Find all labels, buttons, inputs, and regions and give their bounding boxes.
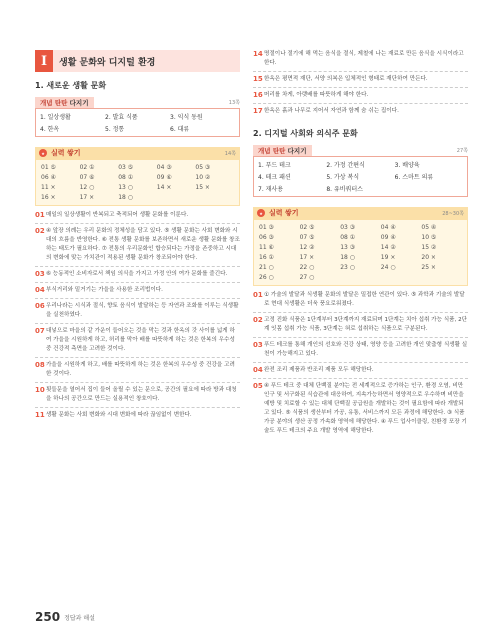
concept2-tag: [253, 145, 312, 156]
practice2-answers: [259, 224, 462, 281]
right-column: [253, 50, 468, 439]
explanation-item: [253, 75, 468, 84]
practice2-head: [253, 207, 468, 219]
answer-item: 03 ⑤: [118, 164, 134, 171]
explanation-text: 명절이나 절기에 해 먹는 음식을 절식, 제철에 나는 재료로 만든 음식을 시식이라고 한다.: [264, 51, 464, 66]
practice1-answers: [41, 164, 234, 201]
explanation-item: [35, 302, 240, 320]
answer-item: 09 ④: [380, 234, 396, 241]
section2-title: 2. 디지털 사회와 의식주 문화: [253, 129, 358, 138]
concept1-tag-prefix: 개념 탄탄: [40, 98, 68, 107]
explanation-text: 툇들문을 열어서 집이 들어 올릴 수 있는 문으로, 공간의 필요에 따라 방과 대청을 하나의 공간으로 만드는 실용적인 창호이다.: [46, 387, 237, 402]
explanation-text: 완전 조리 제품과 반조리 제품 모두 해당한다.: [264, 367, 374, 373]
answer-item: 11 ×: [41, 184, 56, 191]
answer-item: 26 ○: [259, 274, 274, 281]
answer-item: 01 ⑤: [41, 164, 56, 171]
concept1-page: 13쪽: [228, 99, 240, 106]
explanation-number: 15: [253, 75, 263, 83]
explanation-item: [253, 366, 468, 375]
divider: [35, 223, 240, 224]
explanation-number: 10: [35, 386, 45, 394]
concept-item: 5. 정통: [105, 126, 125, 133]
concept2-grid: [258, 160, 463, 193]
answer-item: 08 ①: [118, 174, 134, 181]
answer-item: 01 ③: [259, 224, 274, 231]
explanation-text: 대넣으로 마을의 같 가운이 들어오는 것을 막는 것과 한옥의 갓 사이를 넓게 하여 가을을 시원하게 하고, 허리를 막아 배를 따뜻하게 하는 것은 한복의 우수성 중 건강적 측면을 고려한 것이다.: [46, 328, 235, 352]
explanation-item: [35, 270, 240, 279]
answer-item: 07 ⑥: [79, 174, 95, 181]
answer-item: 14 ②: [380, 244, 396, 251]
answer-item: 16 ×: [41, 194, 56, 201]
answer-item: [157, 194, 196, 201]
explanation-text: 머리를 차게, 아랫배를 따뜻하게 해야 한다.: [264, 92, 369, 98]
answer-item: [340, 274, 381, 281]
explanation-item: [253, 291, 468, 309]
concept-item: 6. 스마트 의류: [394, 174, 434, 181]
concept1-box: [35, 108, 240, 137]
answer-item: 15 ×: [195, 184, 210, 191]
concept-item: 1. 푸드 테크: [258, 162, 291, 169]
divider: [35, 266, 240, 267]
answer-item: 19 ×: [380, 254, 396, 261]
answer-item: 06 ③: [259, 234, 274, 241]
explanation-text: 푸드 테크를 통해 개인의 선호와 건강 상태, 영양 등을 고려한 개인 맞춤형 식생활 실천이 가능해지고 있다.: [264, 342, 468, 357]
answer-item: 17 ×: [79, 194, 95, 201]
explanation-number: 04: [35, 286, 45, 294]
explanation-number: 02: [253, 316, 263, 324]
explanation-number: 11: [35, 411, 45, 419]
answer-item: 14 ×: [156, 184, 172, 191]
explanation-item: [35, 411, 240, 420]
explanation-item: [35, 211, 240, 220]
practice1-page: 14쪽: [224, 150, 236, 157]
explanation-number: 01: [35, 211, 45, 219]
explanation-text: 매일의 일상생활이 반복되고 축적되어 생활 문화를 이룬다.: [46, 212, 189, 218]
divider: [253, 71, 468, 72]
practice1-head: [35, 147, 240, 159]
answer-item: 08 ①: [340, 234, 356, 241]
answer-item: 24 ○: [380, 264, 396, 271]
answer-item: 10 ⑤: [421, 234, 437, 241]
concept1-tag-main: 다지기: [69, 98, 89, 107]
explanation-number: 17: [253, 107, 263, 115]
left-column: [35, 50, 240, 423]
answer-item: 11 ⑥: [259, 244, 274, 251]
divider: [35, 382, 240, 383]
explanation-item: [35, 361, 240, 379]
answer-item: 22 ○: [299, 264, 315, 271]
explanation-number: 03: [253, 341, 263, 349]
concept2-tag-prefix: 개념 탄탄: [258, 146, 286, 155]
divider: [35, 282, 240, 283]
answer-item: [381, 274, 422, 281]
divider: [253, 103, 468, 104]
explanation-item: [35, 286, 240, 295]
concept2-label: [253, 144, 468, 156]
answer-item: 04 ③: [156, 164, 172, 171]
answer-item: 04 ④: [380, 224, 396, 231]
concept1-label: [35, 96, 240, 108]
answer-item: [195, 194, 234, 201]
explanation-number: 05: [253, 382, 263, 390]
answer-item: 21 ○: [259, 264, 274, 271]
concept-item: 4. 한옥: [40, 126, 60, 133]
explanation-number: 07: [35, 327, 45, 335]
explanation-number: 16: [253, 91, 263, 99]
explanation-item: [253, 107, 468, 116]
concept1-grid: [40, 112, 235, 133]
right-explanations: [253, 291, 468, 436]
concept-item: 7. 재사용: [258, 186, 284, 193]
explanation-text: 한옥은 평면적 재단, 서양 의복은 입체적인 형태로 재단하여 만든다.: [264, 76, 428, 82]
answer-item: 12 ○: [79, 184, 95, 191]
chapter-title: 생활 문화와 디지털 환경: [59, 57, 156, 68]
explanation-text: 가을을 시원하게 하고, 배를 따뜻하게 하는 것은 한복의 우수성 중 건강을 고려한 것이다.: [46, 362, 235, 377]
answer-item: 13 ○: [118, 184, 133, 191]
concept-item: 6. 대류: [170, 126, 190, 133]
explanation-number: 01: [253, 291, 263, 299]
explanation-item: [253, 91, 468, 100]
answer-item: 05 ④: [421, 224, 437, 231]
divider: [253, 87, 468, 88]
answer-item: [421, 274, 462, 281]
divider: [35, 407, 240, 408]
practice1-title: 실력 쌓기: [51, 149, 81, 157]
explanation-text: 생활 문화는 사회 변화와 시대 변화에 따라 끊임없이 변한다.: [46, 412, 192, 418]
explanation-text: ④ 앞장 의례는 우리 문화의 정체성을 담고 있다. ⑤ 생활 문화는 사회 변화와 시대의 흐름을 반영한다. ⑥ 전통 생활 문화를 보존하면서 새로운 생활 문화를 창조하는 태도가 필요하다. ⑦ 전통의 우리문화인 합승되다는 가정을 존중하고 시대의 변화에 맞는 가치관이 적용된 생활 문화가 창조되어야 한다.: [46, 228, 240, 261]
answer-item: 05 ③: [195, 164, 211, 171]
divider: [253, 312, 468, 313]
concept-item: 5. 가상 복식: [326, 174, 360, 181]
answer-item: 25 ×: [421, 264, 436, 271]
concept-item: 1. 일상생활: [40, 114, 71, 121]
divider: [35, 298, 240, 299]
page-footer: [35, 610, 95, 624]
explanation-number: 14: [253, 50, 263, 58]
divider: [35, 323, 240, 324]
concept-item: 8. 유비쿼터스: [326, 186, 363, 193]
answer-item: 10 ②: [195, 174, 211, 181]
explanation-text: 우리나라는 시식과 절식, 향토 음식이 발달하는 등 자연과 조화를 이루는 식생활을 실천하였다.: [46, 303, 239, 318]
explanation-item: [35, 327, 240, 354]
practice2-title: 실력 쌓기: [269, 209, 299, 217]
explanation-text: 한옥은 흙과 나무로 지어서 자연과 함께 숨 쉬는 집이다.: [264, 108, 399, 114]
answer-item: 07 ⑤: [299, 234, 315, 241]
explanation-number: 02: [35, 227, 45, 235]
answer-item: 03 ③: [340, 224, 356, 231]
concept-item: 3. 익식 동원: [170, 114, 203, 121]
concept-item: 4. 테크 패션: [258, 174, 291, 181]
practice2-box: [253, 219, 468, 286]
explanation-number: 08: [35, 361, 45, 369]
answer-item: 02 ⑤: [299, 224, 315, 231]
answer-item: 17 ×: [299, 254, 315, 261]
concept-item: 2. 발효 식품: [105, 114, 138, 121]
divider: [35, 357, 240, 358]
footer-label: 정답과 해설: [64, 614, 95, 622]
answer-item: 02 ①: [79, 164, 95, 171]
concept-item: [395, 184, 463, 193]
answer-item: 18 ○: [118, 194, 133, 201]
divider: [253, 337, 468, 338]
section1-title: 1. 새로운 생활 문화: [35, 81, 107, 90]
explanation-number: 06: [35, 302, 45, 310]
concept2-page: 27쪽: [456, 147, 468, 154]
explanation-item: [253, 316, 468, 334]
answer-item: 13 ③: [340, 244, 356, 251]
explanation-text: ⑥ 능동적인 소비자로서 책임 의식을 가지고 가정 안의 여가 문화를 즐긴다.: [46, 271, 228, 277]
explanation-item: [253, 341, 468, 359]
answer-item: 18 ○: [340, 254, 355, 261]
answer-item: 06 ④: [41, 174, 56, 181]
explanation-item: [35, 386, 240, 404]
page-number: 250: [35, 610, 61, 624]
practice2-page: 28~30쪽: [442, 210, 464, 217]
explanation-number: 04: [253, 366, 263, 374]
answer-item: 16 ①: [259, 254, 274, 261]
answer-item: 12 ②: [299, 244, 315, 251]
concept1-tag: [35, 97, 94, 108]
chapter-header: [35, 50, 240, 72]
explanation-text: ④ 푸드 테크 중 대체 단백질 분야는 전 세계적으로 증가하는 인구, 환경 오염, 비만 인구 및 서구화된 식습관에 대응하여, 지속가능하면서 영양적으로 우수하며 비만을 예방 및 치료할 수 있는 대체 단백질 공급원을 개발하는 것이 필요함에 따라 개발되고 있다. ⑤ 식품의 생산부터 가공, 유통, 서비스까지 모든 과정에 해당한다. ③ 식품 가공 분야의 생산 공정 가속화 영역에 해당한다. ④ 푸드 업사이클링, 친환경 포장 기술도 푸드 테크의 주요 개발 영역에 해당한다.: [264, 383, 467, 434]
answer-item: 15 ②: [421, 244, 437, 251]
right-top-explanations: [253, 50, 468, 116]
explanation-text: ① 가술의 발달과 식생활 문화의 발달은 밀접한 연관이 있다. ⑤ 과학과 기술의 발달로 현대 식생활은 더욱 풍요로워졌다.: [264, 292, 465, 307]
explanation-text: 부식거리와 밑거기는 가을을 사용한 조리법이다.: [46, 287, 163, 293]
left-explanations: [35, 211, 240, 420]
concept2-tag-main: 다지기: [287, 146, 307, 155]
answer-item: 23 ○: [340, 264, 355, 271]
chapter-number: I: [35, 50, 53, 72]
explanation-item: [253, 382, 468, 436]
answer-item: 27 ○: [299, 274, 315, 281]
concept-item: 2. 가정 간편식: [326, 162, 365, 169]
practice2-badge-icon: ★: [257, 209, 265, 217]
explanation-text: 고정 진화 식품은 1단계부터 3단계까지 재료되며 1단계는 치아 섭취 가능 식품, 2단계 잇몸 섭취 가능 식품, 3단계는 혀로 섭취하는 식품으로 구분된다.: [264, 317, 468, 332]
concept-item: 3. 배양육: [394, 162, 420, 169]
concept2-box: [253, 156, 468, 197]
answer-item: 20 ×: [421, 254, 436, 261]
divider: [253, 362, 468, 363]
explanation-item: [35, 227, 240, 263]
divider: [253, 378, 468, 379]
explanation-item: [253, 50, 468, 68]
practice1-box: [35, 159, 240, 206]
practice1-badge-icon: ★: [39, 149, 47, 157]
answer-item: 09 ⑥: [156, 174, 172, 181]
explanation-number: 03: [35, 270, 45, 278]
